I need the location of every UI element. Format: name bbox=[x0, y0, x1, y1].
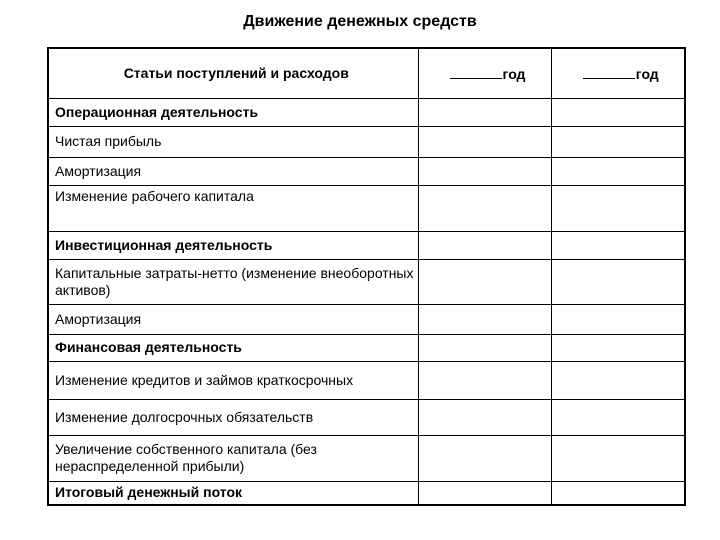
value-cell[interactable] bbox=[551, 304, 685, 334]
page-title: Движение денежных средств bbox=[243, 13, 477, 30]
year-blank-field-2[interactable] bbox=[583, 64, 635, 79]
row-label-operating: Операционная деятельность bbox=[48, 98, 418, 126]
year-blank-field-1[interactable] bbox=[450, 64, 502, 79]
value-cell[interactable] bbox=[551, 98, 685, 126]
row-label-capex: Капитальные затраты-нетто (изменение внеоборотных активов) bbox=[48, 259, 418, 304]
value-cell[interactable] bbox=[551, 126, 685, 157]
value-cell[interactable] bbox=[418, 126, 551, 157]
row-label-investing: Инвестиционная деятельность bbox=[48, 231, 418, 259]
table-row bbox=[48, 157, 685, 185]
cash-flow-table bbox=[47, 47, 686, 506]
row-label-long-term-liabilities: Изменение долгосрочных обязательств bbox=[48, 399, 418, 435]
value-cell[interactable] bbox=[418, 361, 551, 399]
value-cell[interactable] bbox=[418, 157, 551, 185]
year-column-header-2 bbox=[551, 48, 685, 98]
row-label-financing: Финансовая деятельность bbox=[48, 334, 418, 361]
table-header-row bbox=[48, 48, 685, 98]
value-cell[interactable] bbox=[551, 334, 685, 361]
table-row bbox=[48, 259, 685, 304]
value-cell[interactable] bbox=[418, 231, 551, 259]
year-label-1: год bbox=[502, 65, 526, 82]
table-row bbox=[48, 481, 685, 505]
table-row bbox=[48, 361, 685, 399]
table-row bbox=[48, 304, 685, 334]
value-cell[interactable] bbox=[418, 185, 551, 231]
value-cell[interactable] bbox=[551, 185, 685, 231]
row-label-net-profit: Чистая прибыль bbox=[48, 126, 418, 157]
table-row bbox=[48, 98, 685, 126]
value-cell[interactable] bbox=[418, 399, 551, 435]
row-label-total-cash-flow: Итоговый денежный поток bbox=[48, 481, 418, 505]
row-label-working-capital: Изменение рабочего капитала bbox=[48, 185, 418, 231]
value-cell[interactable] bbox=[551, 231, 685, 259]
table-row bbox=[48, 334, 685, 361]
row-label-depreciation: Амортизация bbox=[48, 157, 418, 185]
year-column-header-1 bbox=[418, 48, 551, 98]
value-cell[interactable] bbox=[551, 157, 685, 185]
value-cell[interactable] bbox=[418, 481, 551, 505]
value-cell[interactable] bbox=[418, 304, 551, 334]
row-label-short-term-loans: Изменение кредитов и займов краткосрочных bbox=[48, 361, 418, 399]
value-cell[interactable] bbox=[551, 361, 685, 399]
table-row bbox=[48, 231, 685, 259]
row-label-depreciation-2: Амортизация bbox=[48, 304, 418, 334]
value-cell[interactable] bbox=[551, 259, 685, 304]
table-row bbox=[48, 399, 685, 435]
value-cell[interactable] bbox=[418, 259, 551, 304]
table-row bbox=[48, 435, 685, 481]
year-label-2: год bbox=[635, 65, 659, 82]
value-cell[interactable] bbox=[418, 435, 551, 481]
items-column-header: Статьи поступлений и расходов bbox=[48, 48, 418, 98]
table-row bbox=[48, 126, 685, 157]
value-cell[interactable] bbox=[551, 399, 685, 435]
value-cell[interactable] bbox=[551, 435, 685, 481]
table-row bbox=[48, 185, 685, 231]
value-cell[interactable] bbox=[418, 334, 551, 361]
value-cell[interactable] bbox=[551, 481, 685, 505]
value-cell[interactable] bbox=[418, 98, 551, 126]
row-label-equity-increase: Увеличение собственного капитала (без нераспределенной прибыли) bbox=[48, 435, 418, 481]
